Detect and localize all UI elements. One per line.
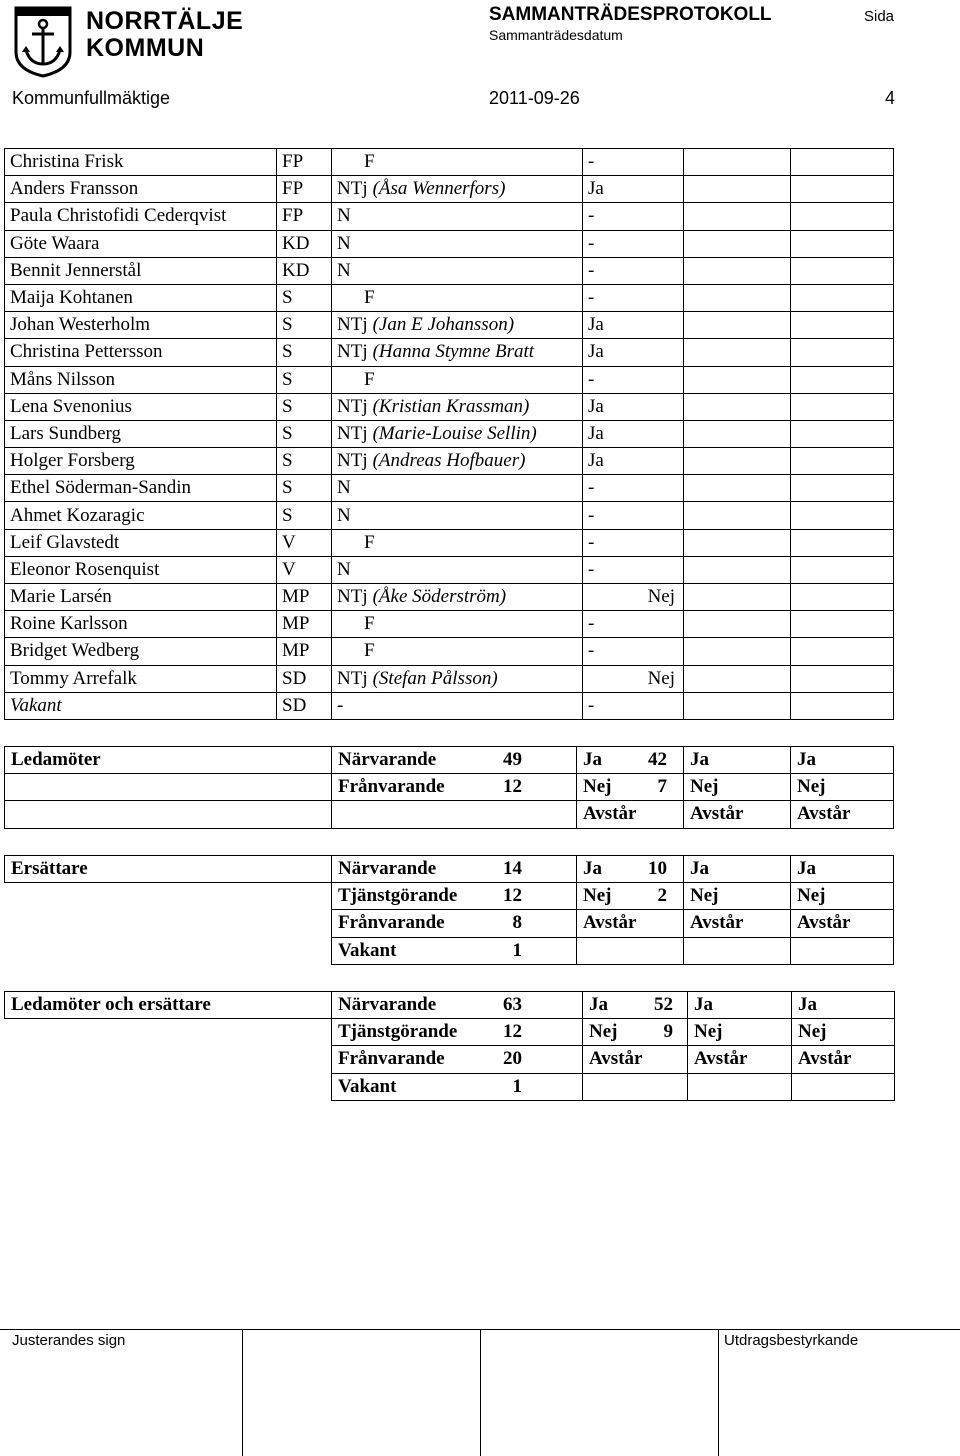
member-party: S	[277, 475, 332, 502]
vote-option: Ja	[589, 994, 608, 1016]
member-party: S	[277, 502, 332, 529]
summary-vote-cell-2	[688, 1073, 792, 1100]
vote-count: 7	[657, 776, 667, 798]
member-status	[332, 149, 583, 176]
member-row	[5, 257, 894, 284]
member-row	[5, 203, 894, 230]
member-name: Christina Pettersson	[5, 339, 277, 366]
page-number: 4	[885, 88, 896, 108]
member-row	[5, 176, 894, 203]
member-vote: -	[583, 529, 684, 556]
member-vote-3	[791, 339, 894, 366]
summary-row	[5, 883, 894, 910]
vote-count: 2	[657, 885, 667, 907]
summary-label: Frånvarande	[338, 912, 445, 934]
member-vote: Ja	[583, 420, 684, 447]
summary-table-ersattare	[4, 855, 894, 965]
summary-vote-cell-3	[792, 1073, 895, 1100]
member-vote-3	[791, 556, 894, 583]
org-name-line1: NORRTÄLJE	[86, 7, 244, 35]
member-vote-2	[684, 502, 791, 529]
summary-empty-cell	[5, 883, 332, 910]
summary-empty-cell	[5, 910, 332, 937]
summary-vote-cell-1	[583, 1073, 688, 1100]
summary-count: 20	[503, 1048, 522, 1070]
member-name: Roine Karlsson	[5, 611, 277, 638]
member-status	[332, 393, 583, 420]
substitute-name: (Stefan Pålsson)	[372, 667, 498, 689]
member-name: Lena Svenonius	[5, 393, 277, 420]
member-vote-2	[684, 529, 791, 556]
member-name: Johan Westerholm	[5, 312, 277, 339]
status-code: F	[364, 613, 375, 635]
summary-label-cell	[332, 801, 577, 828]
member-vote-3	[791, 393, 894, 420]
summary-empty-cell	[5, 937, 332, 964]
org-name-line2: KOMMUN	[86, 34, 205, 62]
summary-label-cell	[332, 1073, 583, 1100]
summary-label: Närvarande	[338, 858, 437, 880]
summary-table-ledamoter	[4, 746, 894, 829]
member-vote-3	[791, 584, 894, 611]
status-code: NTj	[337, 395, 368, 417]
member-status	[332, 257, 583, 284]
vote-option: Nej	[583, 885, 612, 907]
member-row	[5, 366, 894, 393]
summary-vote-cell-1	[577, 801, 684, 828]
vote-option: Ja	[583, 749, 602, 771]
summary-row	[5, 774, 894, 801]
member-vote: -	[583, 230, 684, 257]
member-vote-3	[791, 638, 894, 665]
member-status	[332, 584, 583, 611]
member-vote: Ja	[583, 448, 684, 475]
member-vote: -	[583, 366, 684, 393]
member-status	[332, 638, 583, 665]
member-row	[5, 529, 894, 556]
member-vote: -	[583, 475, 684, 502]
vote-count: 42	[648, 749, 667, 771]
summary-vote-cell-3: Nej	[792, 1019, 895, 1046]
member-vote-3	[791, 230, 894, 257]
summary-vote-cell-1	[577, 856, 684, 883]
member-name: Måns Nilsson	[5, 366, 277, 393]
summary-vote-cell-1	[577, 747, 684, 774]
member-vote-3	[791, 420, 894, 447]
member-vote	[583, 665, 684, 692]
member-vote-3	[791, 692, 894, 719]
summary-count: 12	[503, 885, 522, 907]
status-code: F	[364, 368, 375, 390]
summary-vote-cell-2: Avstår	[684, 910, 791, 937]
summary-empty-cell	[5, 1073, 332, 1100]
summary-label-cell	[332, 883, 577, 910]
member-vote	[583, 584, 684, 611]
member-name: Bridget Wedberg	[5, 638, 277, 665]
member-vote-2	[684, 638, 791, 665]
summary-label: Tjänstgörande	[338, 1021, 458, 1043]
member-vote-3	[791, 257, 894, 284]
summary-count: 8	[512, 912, 522, 934]
summary-vote-cell-3: Nej	[791, 774, 894, 801]
member-vote: Ja	[583, 393, 684, 420]
member-name: Tommy Arrefalk	[5, 665, 277, 692]
member-row	[5, 611, 894, 638]
summary-row	[5, 1046, 895, 1073]
summary-label: Närvarande	[338, 749, 437, 771]
summary-row	[5, 747, 894, 774]
summary-vote-cell-3: Avstår	[791, 910, 894, 937]
member-status	[332, 203, 583, 230]
member-vote-2	[684, 366, 791, 393]
summary-vote-cell-3: Avstår	[791, 801, 894, 828]
status-code: NTj	[337, 450, 368, 472]
member-status	[332, 692, 583, 719]
status-code: NTj	[337, 422, 368, 444]
status-code: F	[364, 640, 375, 662]
member-row	[5, 556, 894, 583]
summary-row	[5, 1073, 895, 1100]
summary-empty-cell	[5, 1046, 332, 1073]
member-status	[332, 529, 583, 556]
document-title: SAMMANTRÄDESPROTOKOLL	[489, 4, 772, 25]
member-name: Ethel Söderman-Sandin	[5, 475, 277, 502]
body-name: Kommunfullmäktige	[12, 88, 171, 108]
member-row	[5, 665, 894, 692]
member-vote-3	[791, 176, 894, 203]
summary-empty-cell	[5, 801, 332, 828]
summary-count: 12	[503, 1021, 522, 1043]
summary-label-cell	[332, 856, 577, 883]
member-party: MP	[277, 584, 332, 611]
summary-vote-cell-3	[791, 937, 894, 964]
summary-count: 14	[503, 858, 522, 880]
summary-label: Frånvarande	[338, 776, 445, 798]
member-vote-3	[791, 203, 894, 230]
member-name: Ahmet Kozaragic	[5, 502, 277, 529]
member-status	[332, 339, 583, 366]
member-vote-2	[684, 230, 791, 257]
member-vote-3	[791, 149, 894, 176]
vote-count: 9	[663, 1021, 673, 1043]
summary-vote-cell-2: Avstår	[684, 801, 791, 828]
member-name: Leif Glavstedt	[5, 529, 277, 556]
member-vote-2	[684, 475, 791, 502]
member-vote-2	[684, 312, 791, 339]
summary-vote-cell-3: Nej	[791, 883, 894, 910]
member-status	[332, 312, 583, 339]
member-vote-3	[791, 665, 894, 692]
member-party: FP	[277, 176, 332, 203]
member-status	[332, 284, 583, 311]
member-row	[5, 502, 894, 529]
status-code: NTj	[337, 667, 368, 689]
member-vote: Ja	[583, 312, 684, 339]
member-vote: -	[583, 284, 684, 311]
member-party: S	[277, 312, 332, 339]
substitute-name: (Andreas Hofbauer)	[372, 450, 526, 472]
member-vote-2	[684, 176, 791, 203]
summary-count: 63	[503, 994, 522, 1016]
member-vote-2	[684, 692, 791, 719]
member-vote-2	[684, 611, 791, 638]
member-vote: -	[583, 257, 684, 284]
substitute-name: (Åke Söderström)	[372, 586, 507, 608]
vote-option: Nej	[589, 1021, 618, 1043]
status-code: N	[337, 205, 351, 227]
vote-count: 52	[654, 994, 673, 1016]
summary-label: Frånvarande	[338, 1048, 445, 1070]
substitute-name: (Jan E Johansson)	[372, 314, 515, 336]
status-code: NTj	[337, 586, 368, 608]
member-vote: -	[583, 638, 684, 665]
status-code: N	[337, 558, 351, 580]
member-party: S	[277, 393, 332, 420]
member-vote-2	[684, 149, 791, 176]
member-vote-3	[791, 366, 894, 393]
member-party: SD	[277, 665, 332, 692]
substitute-name: (Kristian Krassman)	[372, 395, 530, 417]
summary-vote-cell-1	[577, 910, 684, 937]
vote-option: Avstår	[583, 912, 637, 934]
summary-count: 1	[512, 1075, 522, 1097]
summary-vote-cell-2: Ja	[684, 856, 791, 883]
member-vote: -	[583, 149, 684, 176]
summary-row	[5, 801, 894, 828]
member-vote: -	[583, 203, 684, 230]
summary-title: Ledamöter och ersättare	[5, 992, 332, 1019]
member-row	[5, 638, 894, 665]
member-row	[5, 475, 894, 502]
summary-count: 49	[503, 749, 522, 771]
member-row	[5, 339, 894, 366]
status-code: N	[337, 477, 351, 499]
member-party: S	[277, 339, 332, 366]
member-party: V	[277, 529, 332, 556]
member-vote-3	[791, 502, 894, 529]
member-status	[332, 448, 583, 475]
vote-option: Ja	[583, 858, 602, 880]
member-party: MP	[277, 638, 332, 665]
summary-row	[5, 1019, 895, 1046]
member-name: Maija Kohtanen	[5, 284, 277, 311]
member-status	[332, 556, 583, 583]
summary-vote-cell-3: Ja	[791, 747, 894, 774]
signature-footer	[0, 1329, 960, 1456]
substitute-name: (Marie-Louise Sellin)	[372, 422, 537, 444]
summary-vote-cell-3: Ja	[792, 992, 895, 1019]
vote-nej: Nej	[647, 667, 675, 689]
member-name: Vakant	[5, 692, 277, 719]
member-party: FP	[277, 149, 332, 176]
summary-vote-cell-1	[577, 774, 684, 801]
member-vote-2	[684, 665, 791, 692]
summary-vote-cell-3: Ja	[791, 856, 894, 883]
member-vote-3	[791, 448, 894, 475]
member-row	[5, 149, 894, 176]
adjuster-sign-label: Justerandes sign	[12, 1332, 126, 1349]
status-code: NTj	[337, 314, 368, 336]
status-code: F	[364, 287, 375, 309]
summary-vote-cell-2: Ja	[688, 992, 792, 1019]
status-code: N	[337, 259, 351, 281]
member-party: MP	[277, 611, 332, 638]
member-status	[332, 230, 583, 257]
status-code: NTj	[337, 178, 368, 200]
status-code: F	[364, 531, 375, 553]
summary-vote-cell-1	[577, 937, 684, 964]
summary-title: Ersättare	[5, 856, 332, 883]
member-name: Eleonor Rosenquist	[5, 556, 277, 583]
summary-label-cell	[332, 992, 583, 1019]
member-vote: -	[583, 502, 684, 529]
member-vote: -	[583, 692, 684, 719]
substitute-name: (Åsa Wennerfors)	[372, 178, 506, 200]
member-name: Bennit Jennerstål	[5, 257, 277, 284]
page-label: Sida	[864, 8, 895, 25]
substitute-name: (Hanna Stymne Bratt	[372, 341, 535, 363]
member-vote-2	[684, 257, 791, 284]
member-row	[5, 312, 894, 339]
member-status	[332, 475, 583, 502]
member-vote-3	[791, 475, 894, 502]
summary-row	[5, 910, 894, 937]
status-code: -	[337, 694, 344, 716]
meeting-date: 2011-09-26	[489, 88, 580, 108]
member-vote-2	[684, 584, 791, 611]
member-name: Marie Larsén	[5, 584, 277, 611]
summary-label: Vakant	[338, 1075, 397, 1097]
member-name: Göte Waara	[5, 230, 277, 257]
summary-label-cell	[332, 937, 577, 964]
summary-label: Tjänstgörande	[338, 885, 458, 907]
certified-extract-label: Utdragsbestyrkande	[724, 1332, 859, 1349]
status-code: F	[364, 151, 375, 173]
member-party: S	[277, 420, 332, 447]
vote-option: Avstår	[589, 1048, 643, 1070]
member-vote-2	[684, 339, 791, 366]
member-row	[5, 584, 894, 611]
member-status	[332, 420, 583, 447]
member-row	[5, 448, 894, 475]
vote-option: Avstår	[583, 803, 637, 825]
member-status	[332, 502, 583, 529]
vote-nej: Nej	[647, 586, 675, 608]
member-name: Anders Fransson	[5, 176, 277, 203]
member-status	[332, 611, 583, 638]
member-vote-2	[684, 556, 791, 583]
member-vote-2	[684, 203, 791, 230]
summary-vote-cell-2: Ja	[684, 747, 791, 774]
summary-vote-cell-2: Nej	[684, 883, 791, 910]
member-status	[332, 665, 583, 692]
summary-label-cell	[332, 1046, 583, 1073]
summary-vote-cell-1	[583, 1046, 688, 1073]
summary-label: Vakant	[338, 939, 397, 961]
summary-title: Ledamöter	[5, 747, 332, 774]
member-party: KD	[277, 257, 332, 284]
member-party: SD	[277, 692, 332, 719]
member-party: S	[277, 366, 332, 393]
member-vote-3	[791, 284, 894, 311]
summary-label-cell	[332, 910, 577, 937]
member-row	[5, 393, 894, 420]
summary-vote-cell-1	[583, 992, 688, 1019]
status-code: N	[337, 232, 351, 254]
summary-vote-cell-2: Avstår	[688, 1046, 792, 1073]
member-name: Holger Forsberg	[5, 448, 277, 475]
summary-count: 12	[503, 776, 522, 798]
summary-vote-cell-2	[684, 937, 791, 964]
members-table	[4, 148, 894, 720]
member-vote-3	[791, 611, 894, 638]
anchor-shield-logo	[12, 4, 74, 78]
summary-label-cell	[332, 747, 577, 774]
member-row	[5, 692, 894, 719]
member-status	[332, 366, 583, 393]
summary-empty-cell	[5, 1019, 332, 1046]
member-party: S	[277, 284, 332, 311]
status-code: NTj	[337, 341, 368, 363]
summary-vote-cell-3: Avstår	[792, 1046, 895, 1073]
summary-table-ledamoter-och-ersattare	[4, 991, 895, 1101]
member-name: Paula Christofidi Cederqvist	[5, 203, 277, 230]
member-row	[5, 284, 894, 311]
summary-vote-cell-1	[583, 1019, 688, 1046]
summary-count: 1	[512, 939, 522, 961]
member-party: S	[277, 448, 332, 475]
member-name: Christina Frisk	[5, 149, 277, 176]
vote-count: 10	[648, 858, 667, 880]
member-party: FP	[277, 203, 332, 230]
member-vote: -	[583, 556, 684, 583]
member-vote: Ja	[583, 339, 684, 366]
member-row	[5, 420, 894, 447]
summary-vote-cell-2: Nej	[688, 1019, 792, 1046]
summary-vote-cell-1	[577, 883, 684, 910]
member-vote-2	[684, 393, 791, 420]
member-vote-3	[791, 529, 894, 556]
member-row	[5, 230, 894, 257]
status-code: N	[337, 504, 351, 526]
summary-label-cell	[332, 774, 577, 801]
member-status	[332, 176, 583, 203]
summary-row	[5, 937, 894, 964]
summary-row	[5, 992, 895, 1019]
member-vote-2	[684, 448, 791, 475]
summary-label-cell	[332, 1019, 583, 1046]
summary-row	[5, 856, 894, 883]
member-vote: Ja	[583, 176, 684, 203]
member-party: V	[277, 556, 332, 583]
vote-option: Nej	[583, 776, 612, 798]
summary-label: Närvarande	[338, 994, 437, 1016]
member-name: Lars Sundberg	[5, 420, 277, 447]
date-label: Sammanträdesdatum	[489, 27, 623, 43]
member-party: KD	[277, 230, 332, 257]
member-vote-3	[791, 312, 894, 339]
member-vote-2	[684, 284, 791, 311]
member-vote-2	[684, 420, 791, 447]
summary-empty-cell	[5, 774, 332, 801]
member-vote: -	[583, 611, 684, 638]
summary-vote-cell-2: Nej	[684, 774, 791, 801]
